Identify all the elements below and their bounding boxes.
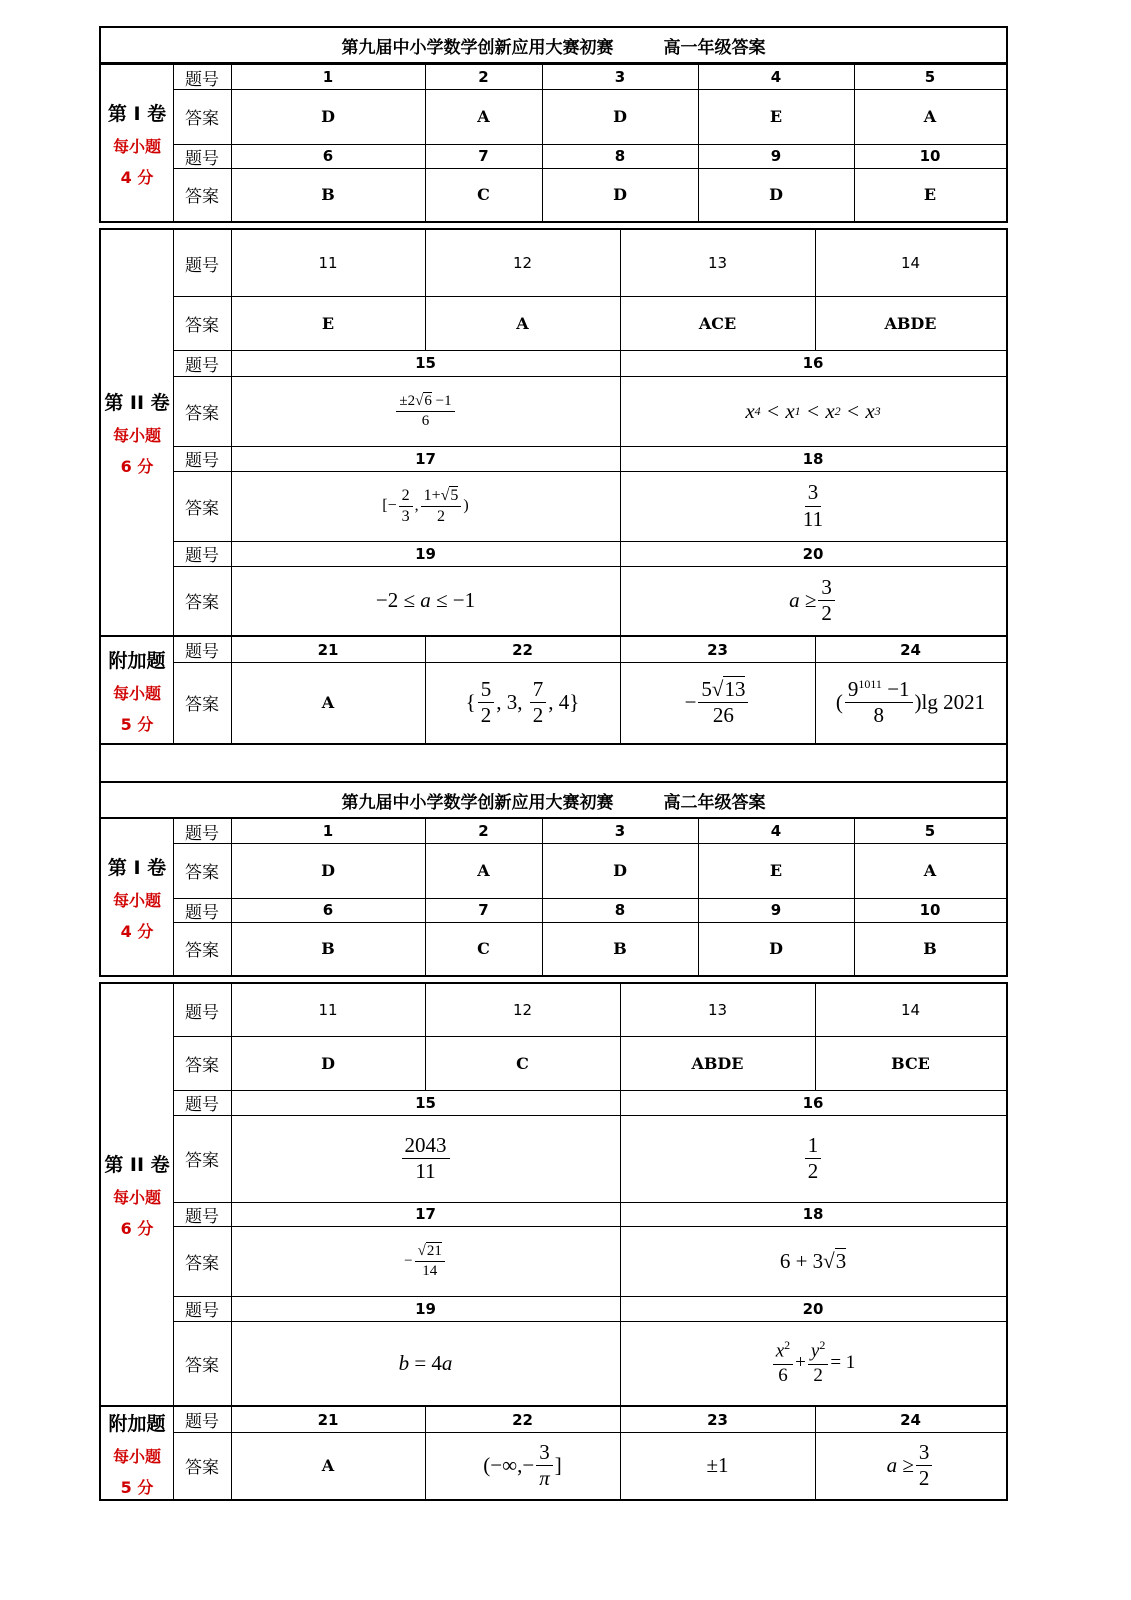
answer-value: ACE: [698, 313, 737, 333]
answer-value: B: [321, 939, 335, 958]
grade10-part2-table: [99, 228, 1008, 637]
question-number: 11: [318, 1001, 338, 1019]
question-number: 4: [770, 68, 782, 86]
grade10-subtitle: 高一年级答案: [663, 37, 766, 58]
answer-value: A: [321, 693, 335, 712]
answer-value: B: [923, 939, 937, 958]
grade10-title-bar: [99, 26, 1008, 64]
question-label: 题号: [185, 546, 219, 566]
question-label: 题号: [185, 1301, 219, 1321]
question-label: 题号: [185, 1412, 219, 1432]
question-number: 6: [322, 901, 334, 919]
question-number: 14: [900, 254, 921, 272]
question-number: 7: [478, 901, 489, 919]
answer-value: A: [321, 1456, 335, 1475]
question-number: 4: [770, 822, 782, 840]
answer-label: 答案: [185, 109, 219, 129]
answer-value: D: [613, 107, 627, 126]
question-number: 19: [415, 544, 436, 563]
question-number: 24: [900, 640, 921, 659]
question-number: 7: [478, 147, 489, 165]
answer-value: [− $\frac{2}{3}$ , $\frac{1+√5}{2}$ ): [382, 486, 469, 525]
answer-value: − $\frac{5√13}{26}$: [620, 662, 815, 743]
answer-value: A: [477, 861, 490, 880]
question-number: 10: [919, 901, 941, 919]
question-label: 题号: [185, 1095, 219, 1115]
question-label: 题号: [185, 823, 219, 844]
answer-value: $\frac{\pm 2√6 -1}{6}$: [231, 376, 620, 446]
question-number: 1: [322, 68, 334, 86]
answer-value: −2 ≤ a ≤ −1: [375, 588, 476, 612]
grade10-extra-section-label: 附加题 每小题 5 分: [108, 649, 166, 734]
question-number: 9: [770, 901, 782, 919]
answer-label: 答案: [185, 1151, 219, 1171]
grade11-extra-section-label: 附加题 每小题 5 分: [108, 1412, 166, 1497]
answer-value: B: [321, 185, 335, 204]
answer-value: E: [769, 861, 783, 880]
grade10-heading: [101, 28, 1006, 62]
question-number: 13: [707, 1001, 728, 1019]
answer-value: (−∞,− $\frac{3}{\pi}$ ]: [483, 1439, 562, 1490]
answer-label: 答案: [185, 403, 219, 424]
answer-value: a ≥ $\frac{3}{2}$: [815, 1432, 1006, 1499]
answer-value: D: [321, 107, 335, 126]
question-label: 题号: [185, 255, 219, 276]
question-number: 8: [614, 901, 626, 919]
grade10-part1-table: [99, 63, 1008, 223]
answer-value: { $\frac{5}{2}$ , 3, $\frac{7}{2}$ , 4}: [465, 676, 580, 727]
question-number: 22: [512, 640, 533, 659]
question-number: 22: [512, 1410, 533, 1429]
question-label: 题号: [185, 148, 219, 169]
answer-value: $\frac{1}{2}$: [620, 1115, 1006, 1202]
question-label: 题号: [185, 902, 219, 923]
question-label: 题号: [185, 1002, 219, 1023]
answer-value: x 4 < x 1 < x 2 < x 3: [745, 398, 881, 423]
question-number: 14: [900, 1001, 921, 1019]
answer-value: E: [769, 107, 783, 126]
answer-value: D: [613, 185, 627, 204]
question-number: 23: [707, 640, 728, 659]
question-number: 17: [415, 1205, 436, 1223]
answer-value: $\frac{3}{11}$: [802, 480, 824, 531]
question-number: 21: [317, 640, 339, 659]
question-number: 3: [614, 822, 626, 840]
question-number: 2: [478, 822, 489, 840]
answer-value: ( $\frac{9^{1011} -1}{8}$ )lg 2021: [835, 676, 986, 727]
question-number: 21: [317, 1410, 339, 1429]
answer-value: a ≥ $\frac{3}{2}$: [620, 566, 1006, 635]
answer-value: E: [923, 185, 937, 204]
question-number: 18: [802, 1205, 824, 1223]
question-label: 题号: [185, 355, 219, 376]
grade11-title-bar: [99, 781, 1008, 819]
answer-value: D: [613, 861, 627, 880]
question-number: 19: [415, 1299, 436, 1318]
question-number: 12: [512, 254, 533, 272]
question-number: 12: [512, 1001, 533, 1019]
answer-value: D: [769, 939, 783, 958]
grade10-extra-table: [99, 635, 1008, 745]
answer-value: b = 4 a: [398, 1350, 453, 1375]
question-number: 9: [770, 147, 782, 165]
question-label: 题号: [185, 69, 219, 90]
answer-label: 答案: [185, 863, 219, 883]
answer-value: − $\frac{√21}{14}$: [231, 1226, 620, 1296]
question-number: 24: [900, 1410, 921, 1429]
answer-label: 答案: [185, 1458, 219, 1478]
answer-value: A: [477, 107, 490, 126]
answer-value: C: [516, 1053, 529, 1073]
question-number: 1: [322, 822, 334, 840]
question-number: 15: [415, 354, 436, 372]
question-number: 16: [802, 354, 824, 372]
grade11-part2-table: [99, 982, 1008, 1407]
answer-value: 6 + 3√ 3: [779, 1248, 847, 1273]
grade11-part1-table: [99, 817, 1008, 977]
question-number: 13: [707, 254, 728, 272]
answer-value: C: [477, 939, 490, 958]
answer-label: 答案: [185, 498, 219, 519]
answer-label: 答案: [185, 315, 219, 336]
answer-value: D: [769, 185, 783, 204]
question-number: 23: [707, 1410, 728, 1429]
answer-label: 答案: [185, 695, 219, 715]
answer-value: D: [321, 861, 335, 880]
answer-value: A: [923, 107, 937, 126]
question-number: 5: [924, 68, 936, 86]
question-number: 18: [802, 449, 824, 468]
answer-value: B: [613, 939, 627, 958]
grade11-extra-table: [99, 1405, 1008, 1501]
answer-value: D: [321, 1053, 335, 1073]
answer-value: $\frac{2043}{11}$: [231, 1115, 620, 1202]
answer-label: 答案: [185, 187, 219, 207]
question-label: 题号: [185, 642, 219, 662]
grade10-part2-section-label: 第 II 卷 每小题 6 分: [104, 392, 170, 476]
answer-label: 答案: [185, 941, 219, 961]
question-number: 20: [802, 544, 824, 563]
answer-value: ABDE: [884, 313, 937, 333]
answer-value: E: [321, 313, 335, 333]
answer-label: 答案: [185, 593, 219, 613]
answer-value: A: [516, 313, 529, 333]
question-label: 题号: [185, 1206, 219, 1227]
answer-value: A: [923, 861, 937, 880]
grade11-part2-section-label: 第 II 卷 每小题 6 分: [104, 1154, 170, 1238]
grade10-title: 第九届中小学数学创新应用大赛初赛: [341, 37, 614, 58]
answer-label: 答案: [185, 1055, 219, 1076]
question-number: 10: [919, 147, 941, 165]
answer-value: $\frac{x^2}{6}$ + $\frac{y^2}{2}$ = 1: [620, 1321, 1006, 1405]
grade11-title: 第九届中小学数学创新应用大赛初赛: [341, 792, 614, 813]
question-number: 17: [415, 449, 436, 468]
question-number: 8: [614, 147, 626, 165]
answer-value: ABDE: [691, 1053, 744, 1073]
question-label: 题号: [185, 451, 219, 471]
question-number: 20: [802, 1299, 824, 1318]
question-number: 3: [614, 68, 626, 86]
answer-value: BCE: [891, 1053, 930, 1073]
grade11-heading: [101, 783, 1006, 817]
grade11-part1-section-label: 第 I 卷 每小题 4 分: [107, 856, 167, 941]
answer-value: ±1: [706, 1453, 729, 1477]
answer-label: 答案: [185, 1355, 219, 1376]
grade10-part1-section-label: 第 I 卷 每小题 4 分: [107, 102, 167, 187]
question-number: 16: [802, 1093, 824, 1112]
separator-row: [99, 743, 1008, 783]
answer-value: C: [477, 185, 490, 204]
question-number: 11: [318, 254, 338, 272]
answer-label: 答案: [185, 1253, 219, 1274]
question-number: 15: [415, 1093, 436, 1112]
question-number: 5: [924, 822, 936, 840]
question-number: 2: [478, 68, 489, 86]
grade11-subtitle: 高二年级答案: [663, 792, 766, 813]
question-number: 6: [322, 147, 334, 165]
